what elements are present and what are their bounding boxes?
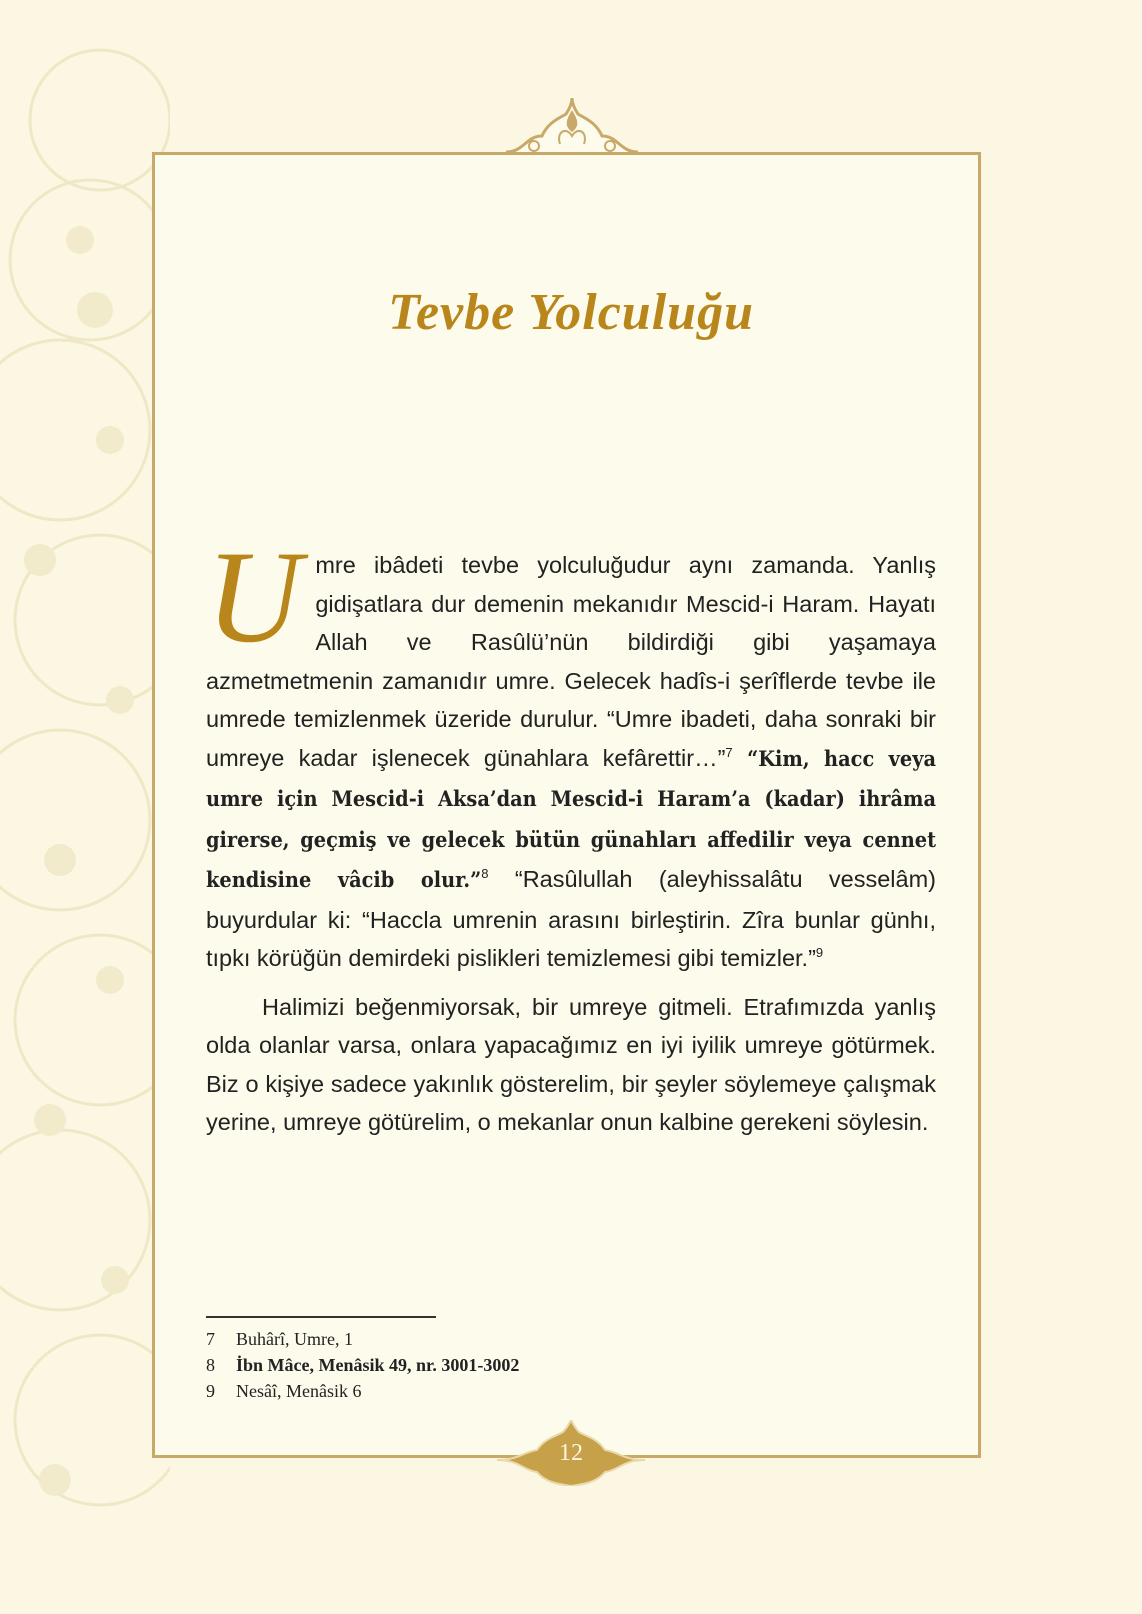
- drop-cap: U: [206, 523, 302, 670]
- footnote-9: [206, 1378, 906, 1404]
- footnote-divider: [206, 1316, 436, 1318]
- footnote-7: [206, 1326, 906, 1352]
- footnote-text: Buhârî, Umre, 1: [236, 1329, 353, 1349]
- page-number: 12: [559, 1440, 583, 1466]
- footnote-ref-9[interactable]: 9: [815, 945, 824, 961]
- page-title: Tevbe Yolculuğu: [387, 283, 755, 341]
- body-text: [206, 523, 937, 1142]
- footnote-number: 9: [206, 1381, 215, 1401]
- top-crown-ornament-icon: [504, 96, 640, 160]
- floral-background-ornament: [0, 0, 170, 1614]
- footnote-text: Nesâî, Menâsik 6: [236, 1381, 362, 1401]
- footnote-ref-8[interactable]: 8: [481, 866, 489, 882]
- footnote-number: 8: [206, 1355, 215, 1375]
- bold-hadith-quote: “Kim, hacc veya umre için Mescid-i Aksa’dan Mescid-i Haram’a (kadar) ihrâma girerse, geçmiş ve gelecek bütün günahları affedilir veya cennet kendisine vâcib olur.”: [206, 746, 937, 893]
- paragraph-2: Halimizi beğenmiyorsak, bir umreye gitmeli. Etrafımızda yanlış olda olanlar varsa, onlara yapacağımız en iyi iyilik umreye götürmek. Biz o kişiye sadece yakınlık gösterelim, bir şeyler söylemeye çalışmak yerine, umreye götürelim, o mekanlar onun kalbine gerekeni söylesin.: [206, 993, 936, 1135]
- footnote-number: 7: [206, 1329, 215, 1349]
- footnote-8: [206, 1352, 906, 1378]
- text-run: mre ibâdeti tevbe yolculuğudur aynı zamanda. Yanlış gidişatlara dur demenin mekanıdır Mescid-i Haram. Hayatı Allah ve Rasûlü’nün bildirdiği gibi yaşamaya azmetmetmenin zamanıdır umre. Gelecek hadîs-i şerîflerde tevbe ile umrede temizlenmek üzeride durulur. “Umre ibadeti, daha sonraki bir umreye kadar işlenecek günahlara kefârettir…”: [206, 552, 936, 771]
- paragraph-1: [206, 523, 937, 978]
- footnotes: [206, 1326, 906, 1404]
- footnote-ref-7[interactable]: 7: [725, 744, 733, 760]
- footnote-text: İbn Mâce, Menâsik 49, nr. 3001-3002: [236, 1355, 520, 1375]
- text-run: “Rasûlullah (aleyhissalâtu vesselâm) buyurdular ki: “Haccla umrenin arasını birleştirin. Zîra bunlar günhı, tıpkı körüğün demirdeki pislikleri temizlemesi gibi temizler.”: [206, 866, 936, 971]
